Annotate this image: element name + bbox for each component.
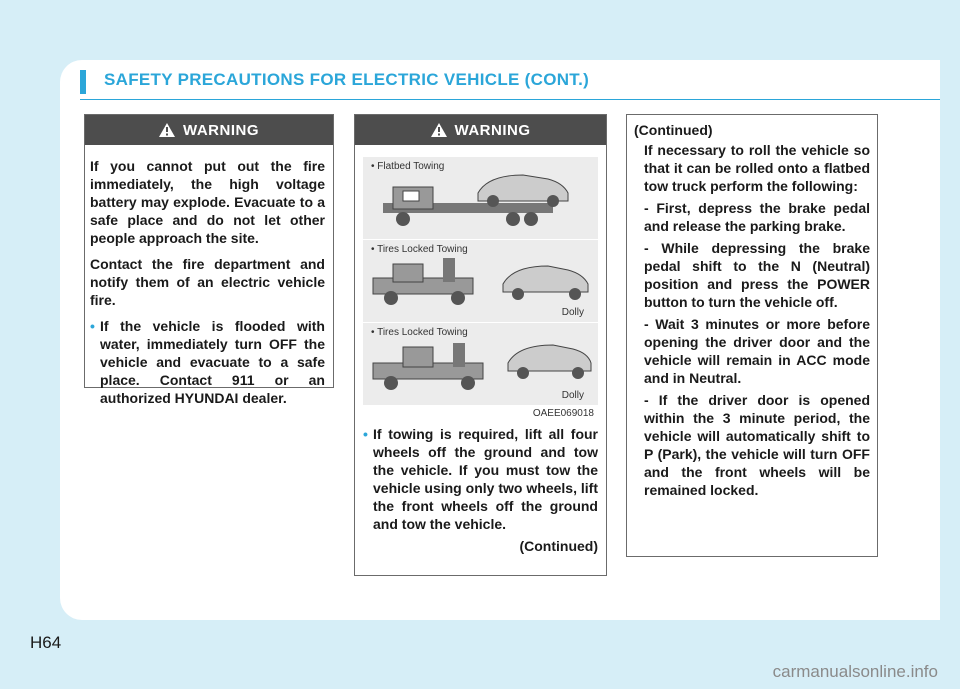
step-item — [644, 199, 870, 235]
bullet-text: If towing is required, lift all four wheels off the ground and tow the vehicle. If you must tow the vehicle using only two wheels, lift the front wheels off the ground and tow the vehicle. — [373, 426, 598, 532]
dolly-label: Dolly — [561, 307, 584, 318]
section-title: SAFETY PRECAUTIONS FOR ELECTRIC VEHICLE (CONT.) — [104, 70, 590, 89]
tow-panel-flatbed — [363, 157, 598, 240]
warning-box-left — [84, 114, 334, 406]
step-item — [644, 391, 870, 499]
figure-code: OAEE069018 — [532, 408, 594, 419]
warning-paragraph: Contact the fire department and notify them of an electric vehicle fire. — [90, 256, 325, 308]
warning-box-middle — [354, 114, 607, 576]
intro-paragraph: If necessary to roll the vehicle so that it can be rolled onto a flatbed tow truck perform the following: — [644, 142, 870, 194]
warning-header — [85, 115, 333, 145]
step-text: - Wait 3 minutes or more before opening the driver door and the vehicle will remain in ACC mode and in Neutral. — [644, 316, 870, 386]
tow-panel-tires-locked — [363, 323, 598, 406]
page-number: H64 — [30, 633, 62, 652]
dolly-label: Dolly — [561, 390, 584, 401]
bullet-dot-icon: • — [90, 318, 95, 334]
bullet-dot-icon: • — [363, 426, 368, 442]
towing-figure — [363, 157, 598, 425]
step-item — [644, 315, 870, 387]
warning-paragraph: If you cannot put out the fire immediately, the high voltage battery may explode. Evacuate to a safe place and do not let other people approach the site. — [90, 158, 325, 246]
step-text: - While depressing the brake pedal shift to the N (Neutral) position and press the POWER button to turn the vehicle off. — [644, 240, 870, 310]
tow-label: • Tires Locked Towing — [371, 244, 468, 255]
step-item — [644, 239, 870, 311]
warning-heading: WARNING — [454, 121, 531, 139]
warning-bullet — [363, 425, 598, 533]
continued-box-right — [626, 114, 878, 557]
continued-label: (Continued) — [519, 538, 598, 554]
warning-heading: WARNING — [183, 121, 259, 139]
step-text: - If the driver door is opened within the 3 minute period, the vehicle will automatically shift to P (Park), the vehicle will turn OFF and the front wheels will be remained locked. — [644, 392, 870, 498]
flatbed-tow-truck-icon — [363, 157, 598, 239]
bullet-text: If the vehicle is flooded with water, immediately turn OFF the vehicle and evacuate to a safe place. Contact 911 or an authorized HYUNDAI dealer. — [100, 318, 325, 406]
warning-bullet — [90, 317, 325, 407]
warning-triangle-icon — [159, 123, 175, 137]
tow-label: • Flatbed Towing — [371, 161, 445, 172]
continued-label: (Continued) — [634, 122, 713, 138]
tow-label: • Tires Locked Towing — [371, 327, 468, 338]
warning-triangle-icon — [431, 123, 447, 137]
step-text: - First, depress the brake pedal and release the parking brake. — [644, 200, 870, 234]
tow-panel-tires-locked — [363, 240, 598, 323]
title-underline — [80, 99, 940, 100]
title-accent-bar — [80, 70, 86, 94]
warning-header — [355, 115, 606, 145]
watermark-text: carmanualsonline.info — [772, 662, 938, 681]
